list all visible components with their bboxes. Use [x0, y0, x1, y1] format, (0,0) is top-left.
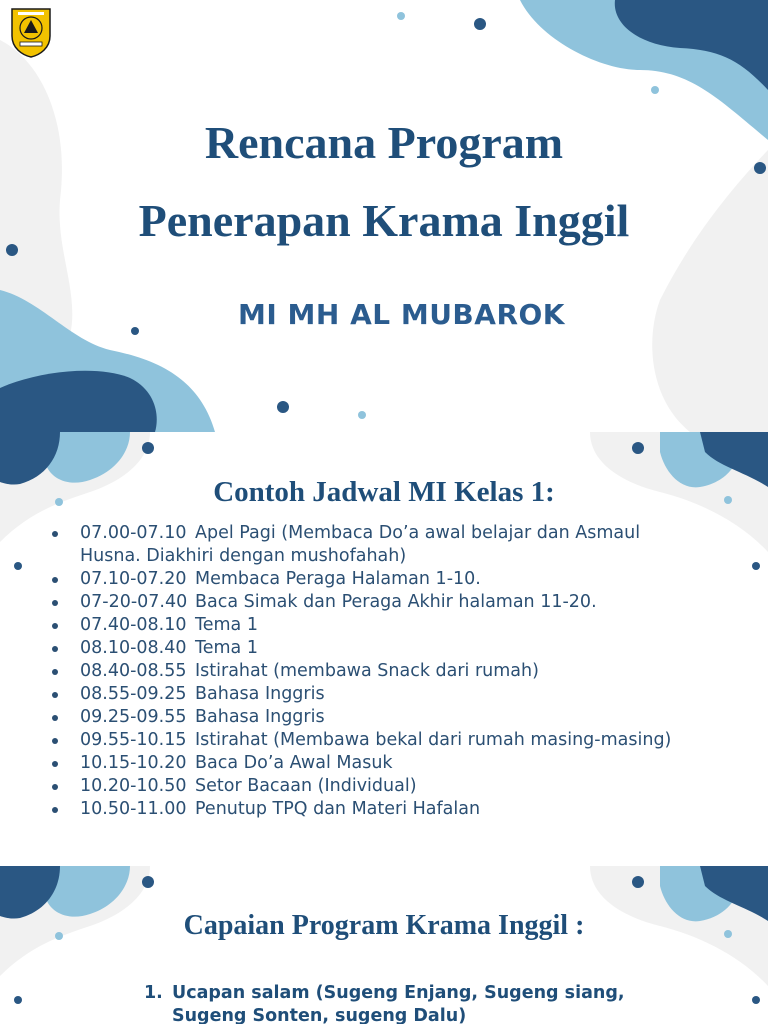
- schedule-time: 10.20-10.50: [80, 776, 187, 796]
- schedule-item: [50, 660, 750, 683]
- schedule-activity: Baca Simak dan Peraga Akhir halaman 11-20.: [195, 592, 597, 612]
- schedule-heading: Contoh Jadwal MI Kelas 1:: [213, 476, 555, 508]
- schedule-time: 08.40-08.55: [80, 661, 187, 681]
- schedule-item: [50, 729, 750, 752]
- school-name: MI MH AL MUBAROK: [238, 298, 566, 331]
- schedule-item: [50, 637, 750, 660]
- schedule-activity: Setor Bacaan (Individual): [195, 776, 417, 796]
- achievement-list: [144, 982, 744, 1024]
- achievement-item: [144, 982, 744, 1024]
- achievement-slide: [0, 866, 768, 1024]
- schedule-item: [50, 798, 750, 821]
- schedule-time: 09.55-10.15: [80, 730, 187, 750]
- schedule-activity: Bahasa Inggris: [195, 684, 325, 704]
- schedule-time: 07-20-07.40: [80, 592, 188, 612]
- schedule-activity: Bahasa Inggris: [195, 707, 325, 727]
- achievement-text: Ucapan salam (Sugeng Enjang, Sugeng siang,: [172, 983, 625, 1003]
- schedule-time: 07.00-07.10: [80, 523, 187, 543]
- schedule-time: 07.40-08.10: [80, 615, 187, 635]
- schedule-item: [50, 775, 750, 798]
- main-title-line-1: Rencana Program: [204, 117, 564, 168]
- schedule-item: [50, 683, 750, 706]
- achievement-number: 1.: [144, 983, 163, 1003]
- schedule-activity: Membaca Peraga Halaman 1-10.: [195, 569, 481, 589]
- schedule-activity: Apel Pagi (Membaca Do’a awal belajar dan Asmaul: [195, 523, 641, 543]
- schedule-item: [50, 591, 750, 614]
- schedule-activity: Penutup TPQ dan Materi Hafalan: [195, 799, 481, 819]
- schedule-activity-cont: Husna. Diakhiri dengan mushofahah): [80, 546, 407, 566]
- schedule-list: [50, 522, 750, 821]
- schedule-activity: Istirahat (Membawa bekal dari rumah masing-masing): [195, 730, 672, 750]
- schedule-item: [50, 752, 750, 775]
- school-logo-emblem: [8, 6, 54, 58]
- achievement-text-cont: Sugeng Sonten, sugeng Dalu): [172, 1006, 467, 1024]
- main-title-line-2: Penerapan Krama Inggil: [138, 195, 630, 246]
- schedule-activity: Tema 1: [195, 615, 258, 635]
- schedule-item: [50, 568, 750, 591]
- achievement-heading: Capaian Program Krama Inggil :: [183, 910, 585, 941]
- schedule-slide: [0, 432, 768, 866]
- schedule-activity: Tema 1: [195, 638, 258, 658]
- schedule-item: [50, 706, 750, 729]
- schedule-time: 08.55-09.25: [80, 684, 187, 704]
- schedule-time: 10.50-11.00: [80, 799, 187, 819]
- schedule-activity: Istirahat (membawa Snack dari rumah): [195, 661, 539, 681]
- schedule-time: 08.10-08.40: [80, 638, 187, 658]
- schedule-time: 07.10-07.20: [80, 569, 187, 589]
- schedule-item: [50, 614, 750, 637]
- schedule-time: 10.15-10.20: [80, 753, 187, 773]
- schedule-activity: Baca Do’a Awal Masuk: [195, 753, 393, 773]
- schedule-time: 09.25-09.55: [80, 707, 187, 727]
- schedule-item: [50, 522, 750, 568]
- title-slide: [0, 0, 768, 432]
